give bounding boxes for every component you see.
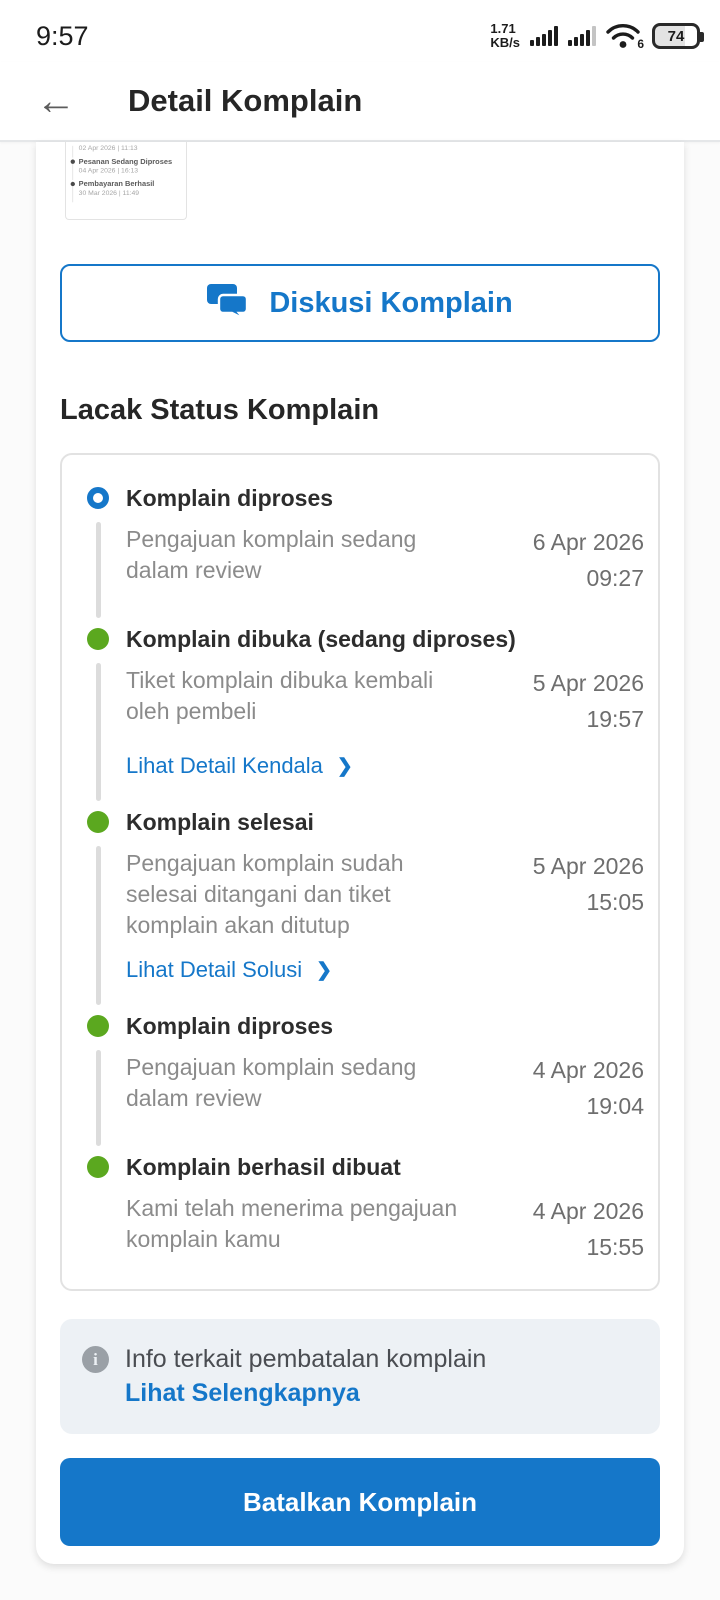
- status-description: Pengajuan komplain sedang dalam review: [126, 526, 417, 583]
- complaint-detail-sheet: [36, 142, 684, 1564]
- timeline-item: Komplain dibuka (sedang diproses) Tiket komplain dibuka kembali oleh pembeli 5 Apr 2026 19:57 Lihat Detail Kendala ❯: [86, 626, 644, 809]
- status-dot-done: [87, 811, 109, 833]
- page-title: Detail Komplain: [128, 83, 363, 118]
- order-history-preview-card: [65, 142, 187, 220]
- status-dot-done: [87, 1156, 109, 1178]
- status-description: Tiket komplain dibuka kembali oleh pembeli: [126, 667, 434, 724]
- discussion-button-label: Diskusi Komplain: [269, 286, 513, 319]
- tracking-timeline-card: [60, 453, 660, 1291]
- status-datetime: 4 Apr 2026 19:04: [532, 1057, 644, 1119]
- see-more-link[interactable]: Lihat Selengkapnya: [125, 1379, 360, 1407]
- status-description: Kami telah menerima pengajuan komplain kamu: [126, 1195, 458, 1252]
- chevron-right-icon: ❯: [316, 959, 333, 981]
- chat-bubbles-icon: [207, 283, 249, 324]
- timeline-item: Komplain diproses Pengajuan komplain sedang dalam review 6 Apr 2026 09:27: [86, 485, 644, 626]
- wifi6-badge: 6: [637, 37, 644, 51]
- timeline-connector: [96, 663, 101, 801]
- timeline-item: Komplain berhasil dibuat Kami telah menerima pengajuan komplain kamu 4 Apr 2026 15:55: [86, 1154, 644, 1279]
- wifi-icon: [606, 23, 642, 49]
- app-header: [0, 62, 720, 142]
- battery-icon: [652, 23, 700, 49]
- status-dot-current: [87, 487, 109, 509]
- order-history-item: Pesanan Sedang Diproses 04 Apr 2026 | 16:13: [70, 157, 185, 175]
- tracking-heading: Lacak Status Komplain: [60, 394, 380, 426]
- android-navigation-bar: [0, 1572, 720, 1600]
- timeline-connector: [96, 522, 101, 618]
- status-description: Pengajuan komplain sedang dalam review: [126, 1054, 417, 1111]
- chevron-right-icon: ❯: [336, 755, 353, 777]
- cellular-signal-icon-1: [530, 26, 558, 46]
- cancellation-info-box: [60, 1319, 660, 1434]
- order-history-item: 02 Apr 2026 | 11:13: [70, 144, 185, 153]
- status-description: Pengajuan komplain sudah selesai ditangani dan tiket komplain akan ditutup: [126, 850, 404, 938]
- clock: 9:57: [36, 20, 89, 51]
- order-history-item: Pembayaran Berhasil 30 Mar 2026 | 11:49: [70, 179, 185, 197]
- timeline-connector: [96, 1050, 101, 1146]
- status-dot-done: [87, 628, 109, 650]
- cancel-complaint-button[interactable]: [60, 1458, 660, 1546]
- status-datetime: 6 Apr 2026 09:27: [532, 529, 644, 591]
- info-text: Info terkait pembatalan komplain: [125, 1345, 487, 1373]
- back-arrow-icon[interactable]: ←: [36, 79, 76, 123]
- network-speed: 1.71 KB/s: [490, 21, 520, 50]
- timeline-connector-end: [96, 1191, 101, 1271]
- detail-solusi-link[interactable]: Lihat Detail Solusi ❯: [126, 957, 333, 982]
- cellular-signal-icon-2: [568, 26, 596, 46]
- timeline-connector: [96, 846, 101, 1005]
- info-icon: i: [82, 1346, 109, 1373]
- status-datetime: 4 Apr 2026 15:55: [532, 1198, 644, 1260]
- status-dot-done: [87, 1015, 109, 1037]
- battery-percent: 74: [667, 27, 685, 45]
- detail-kendala-link[interactable]: Lihat Detail Kendala ❯: [126, 753, 353, 778]
- timeline-item: Komplain selesai Pengajuan komplain sudah selesai ditangani dan tiket komplain akan ditutup 5 Apr 2026 15:05 Lihat Detail Solusi ❯: [86, 809, 644, 1013]
- status-datetime: 5 Apr 2026 15:05: [532, 853, 644, 915]
- timeline-item: Komplain diproses Pengajuan komplain sedang dalam review 4 Apr 2026 19:04: [86, 1013, 644, 1154]
- cancel-complaint-label: Batalkan Komplain: [242, 1486, 478, 1517]
- status-bar: [0, 0, 720, 62]
- discussion-button[interactable]: [60, 264, 660, 342]
- status-datetime: 5 Apr 2026 19:57: [532, 670, 644, 732]
